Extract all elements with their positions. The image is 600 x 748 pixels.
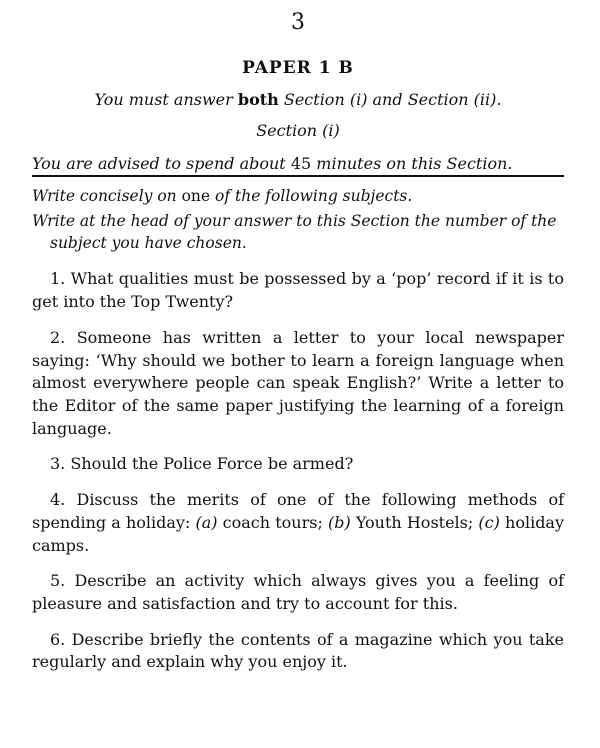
instruction-text-1: You must answer	[94, 90, 238, 109]
subject-number-instruction: Write at the head of your answer to this Section the number of the subject you have chosen.	[32, 212, 557, 252]
subject-text: Should the Police Force be armed?	[70, 454, 354, 474]
subject-text: Describe an activity which always gives you a feeling of pleasure and satisfaction and try to account for this.	[32, 571, 564, 613]
subject-item-1	[32, 268, 564, 313]
concise-text-1: Write concisely on	[32, 187, 182, 205]
advice-text-2: minutes on this Section.	[311, 154, 513, 173]
subject-item-4	[32, 489, 564, 557]
subject-text: Someone has written a letter to your local newspaper saying: ‘Why should we bother to learn a foreign language when almost everywhere people can speak English?’ Write a letter to the Editor of the same paper justifying the learning of a foreign language.	[32, 327, 565, 438]
subject-text-part: Youth Hostels;	[350, 512, 479, 532]
page-number: 3	[291, 10, 305, 35]
instruction-text-2: Section (i) and	[278, 90, 408, 109]
subject-item-2	[32, 327, 564, 441]
subject-number: 4.	[50, 490, 66, 510]
write-concisely-instruction	[32, 187, 564, 205]
advice-text-1: You are advised to spend about	[32, 154, 291, 173]
option-label-b: (b)	[327, 512, 351, 532]
subject-number: 5.	[50, 571, 66, 591]
subject-text: What qualities must be possessed by a ‘pop’ record if it is to get into the Top Twenty?	[32, 269, 564, 312]
subject-number: 6.	[50, 629, 66, 649]
subject-text-part: holiday camps.	[32, 512, 565, 555]
paper-title: PAPER 1 B	[242, 58, 354, 78]
section-heading: Section (i)	[256, 121, 340, 140]
subject-number: 2.	[50, 327, 66, 347]
concise-one-word: one	[181, 187, 211, 205]
subject-item-3	[32, 453, 564, 476]
advice-minutes: 45	[290, 154, 312, 173]
instruction-both-word: both	[237, 90, 279, 109]
subject-text: Describe briefly the contents of a magazine which you take regularly and explain why you enjoy it.	[32, 629, 564, 672]
concise-text-2: of the following subjects.	[210, 187, 413, 205]
instruction-text-3: Section (ii).	[407, 90, 502, 109]
time-advice	[32, 154, 564, 177]
subject-text-part: coach tours;	[217, 512, 328, 532]
subject-item-5	[32, 570, 564, 615]
option-label-c: (c)	[478, 512, 500, 532]
option-label-a: (a)	[195, 512, 218, 532]
subject-number: 1.	[50, 269, 66, 289]
subject-item-6	[32, 629, 564, 674]
subject-number: 3.	[50, 454, 66, 474]
answer-both-instruction	[32, 90, 564, 109]
subject-list	[32, 268, 564, 674]
subject-text-part: Discuss the merits of one of the following methods of spending a holiday:	[32, 490, 564, 532]
